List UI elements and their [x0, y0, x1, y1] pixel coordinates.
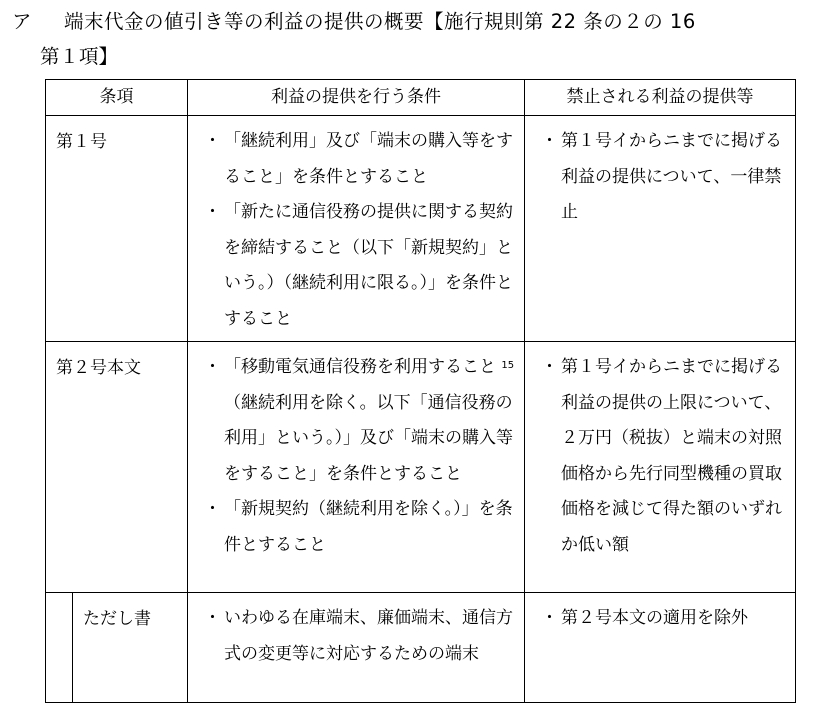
prohibited-list — [525, 116, 795, 235]
rules-table — [45, 79, 796, 703]
list-item — [192, 195, 518, 337]
bullet-mark: ・ — [541, 608, 558, 628]
clause-label: 第１号 — [56, 132, 107, 152]
condition-text: 「継続利用」及び「端末の購入等をすること」を条件とすること — [224, 131, 513, 187]
footnote-marker: 15 — [501, 360, 515, 371]
clause-label: 第２号本文 — [56, 358, 141, 378]
table-row — [46, 342, 796, 593]
proviso-wrapper — [46, 593, 187, 702]
bullet-mark: ・ — [204, 608, 221, 628]
header-prohibited: 禁止される利益の提供等 — [525, 80, 796, 116]
header-conditions: 利益の提供を行う条件 — [188, 80, 525, 116]
conditions-cell — [188, 116, 525, 342]
condition-text: 「新規契約（継続利用を除く。）」を条件とすること — [224, 499, 513, 555]
prohibited-cell — [525, 593, 796, 703]
list-item — [529, 124, 789, 231]
conditions-list — [188, 116, 524, 341]
bullet-mark: ・ — [204, 357, 221, 377]
prohibited-text: 第１号イからニまでに掲げる利益の提供について、一律禁止 — [561, 131, 782, 222]
clause-cell — [46, 116, 188, 342]
condition-text-part: 「移動電気通信役務を利用すること — [224, 357, 496, 377]
prohibited-text: 第１号イからニまでに掲げる利益の提供の上限について、２万円（税抜）と端末の対照価格から先行同型機種の買取価格を減じて得た額のいずれか低い額 — [561, 357, 782, 555]
bullet-mark: ・ — [204, 202, 221, 222]
condition-text-part: （継続利用を除く。以下「通信役務の利用」という。）」及び「端末の購入等をすること」を条件とすること — [224, 392, 513, 484]
bullet-mark: ・ — [541, 357, 558, 377]
proviso-indent — [46, 593, 73, 702]
clause-cell — [46, 342, 188, 593]
list-item — [192, 350, 518, 492]
bullet-mark: ・ — [541, 131, 558, 151]
table-header-row — [46, 80, 796, 116]
heading-text-1: 端末代金の値引き等の利益の提供の概要【施行規則第 22 条の２の 16 — [64, 10, 696, 33]
header-clause: 条項 — [46, 80, 188, 116]
prohibited-cell — [525, 342, 796, 593]
conditions-list — [188, 342, 524, 567]
table-row — [46, 116, 796, 342]
prohibited-list — [525, 342, 795, 567]
list-item — [192, 124, 518, 195]
prohibited-cell — [525, 116, 796, 342]
list-item — [529, 350, 789, 563]
conditions-cell — [188, 342, 525, 593]
table-row — [46, 593, 796, 703]
list-item — [192, 601, 518, 672]
list-item — [529, 601, 789, 637]
conditions-list — [188, 593, 524, 676]
bullet-mark: ・ — [204, 499, 221, 519]
condition-text: いわゆる在庫端末、廉価端末、通信方式の変更等に対応するための端末 — [224, 608, 513, 664]
bullet-mark: ・ — [204, 131, 221, 151]
condition-text: 「新たに通信役務の提供に関する契約を締結すること（以下「新規契約」という。）（継続利用に限る。）」を条件とすること — [224, 202, 513, 329]
condition-text — [224, 350, 518, 492]
clause-cell — [46, 593, 188, 703]
list-item — [192, 492, 518, 563]
heading-prefix: ア — [12, 10, 33, 33]
prohibited-list — [525, 593, 795, 641]
conditions-cell — [188, 593, 525, 703]
clause-label: ただし書 — [83, 609, 151, 629]
prohibited-text: 第２号本文の適用を除外 — [561, 608, 748, 628]
heading-line-2: 第１項】 — [40, 45, 119, 68]
heading-line-1 — [12, 6, 696, 38]
